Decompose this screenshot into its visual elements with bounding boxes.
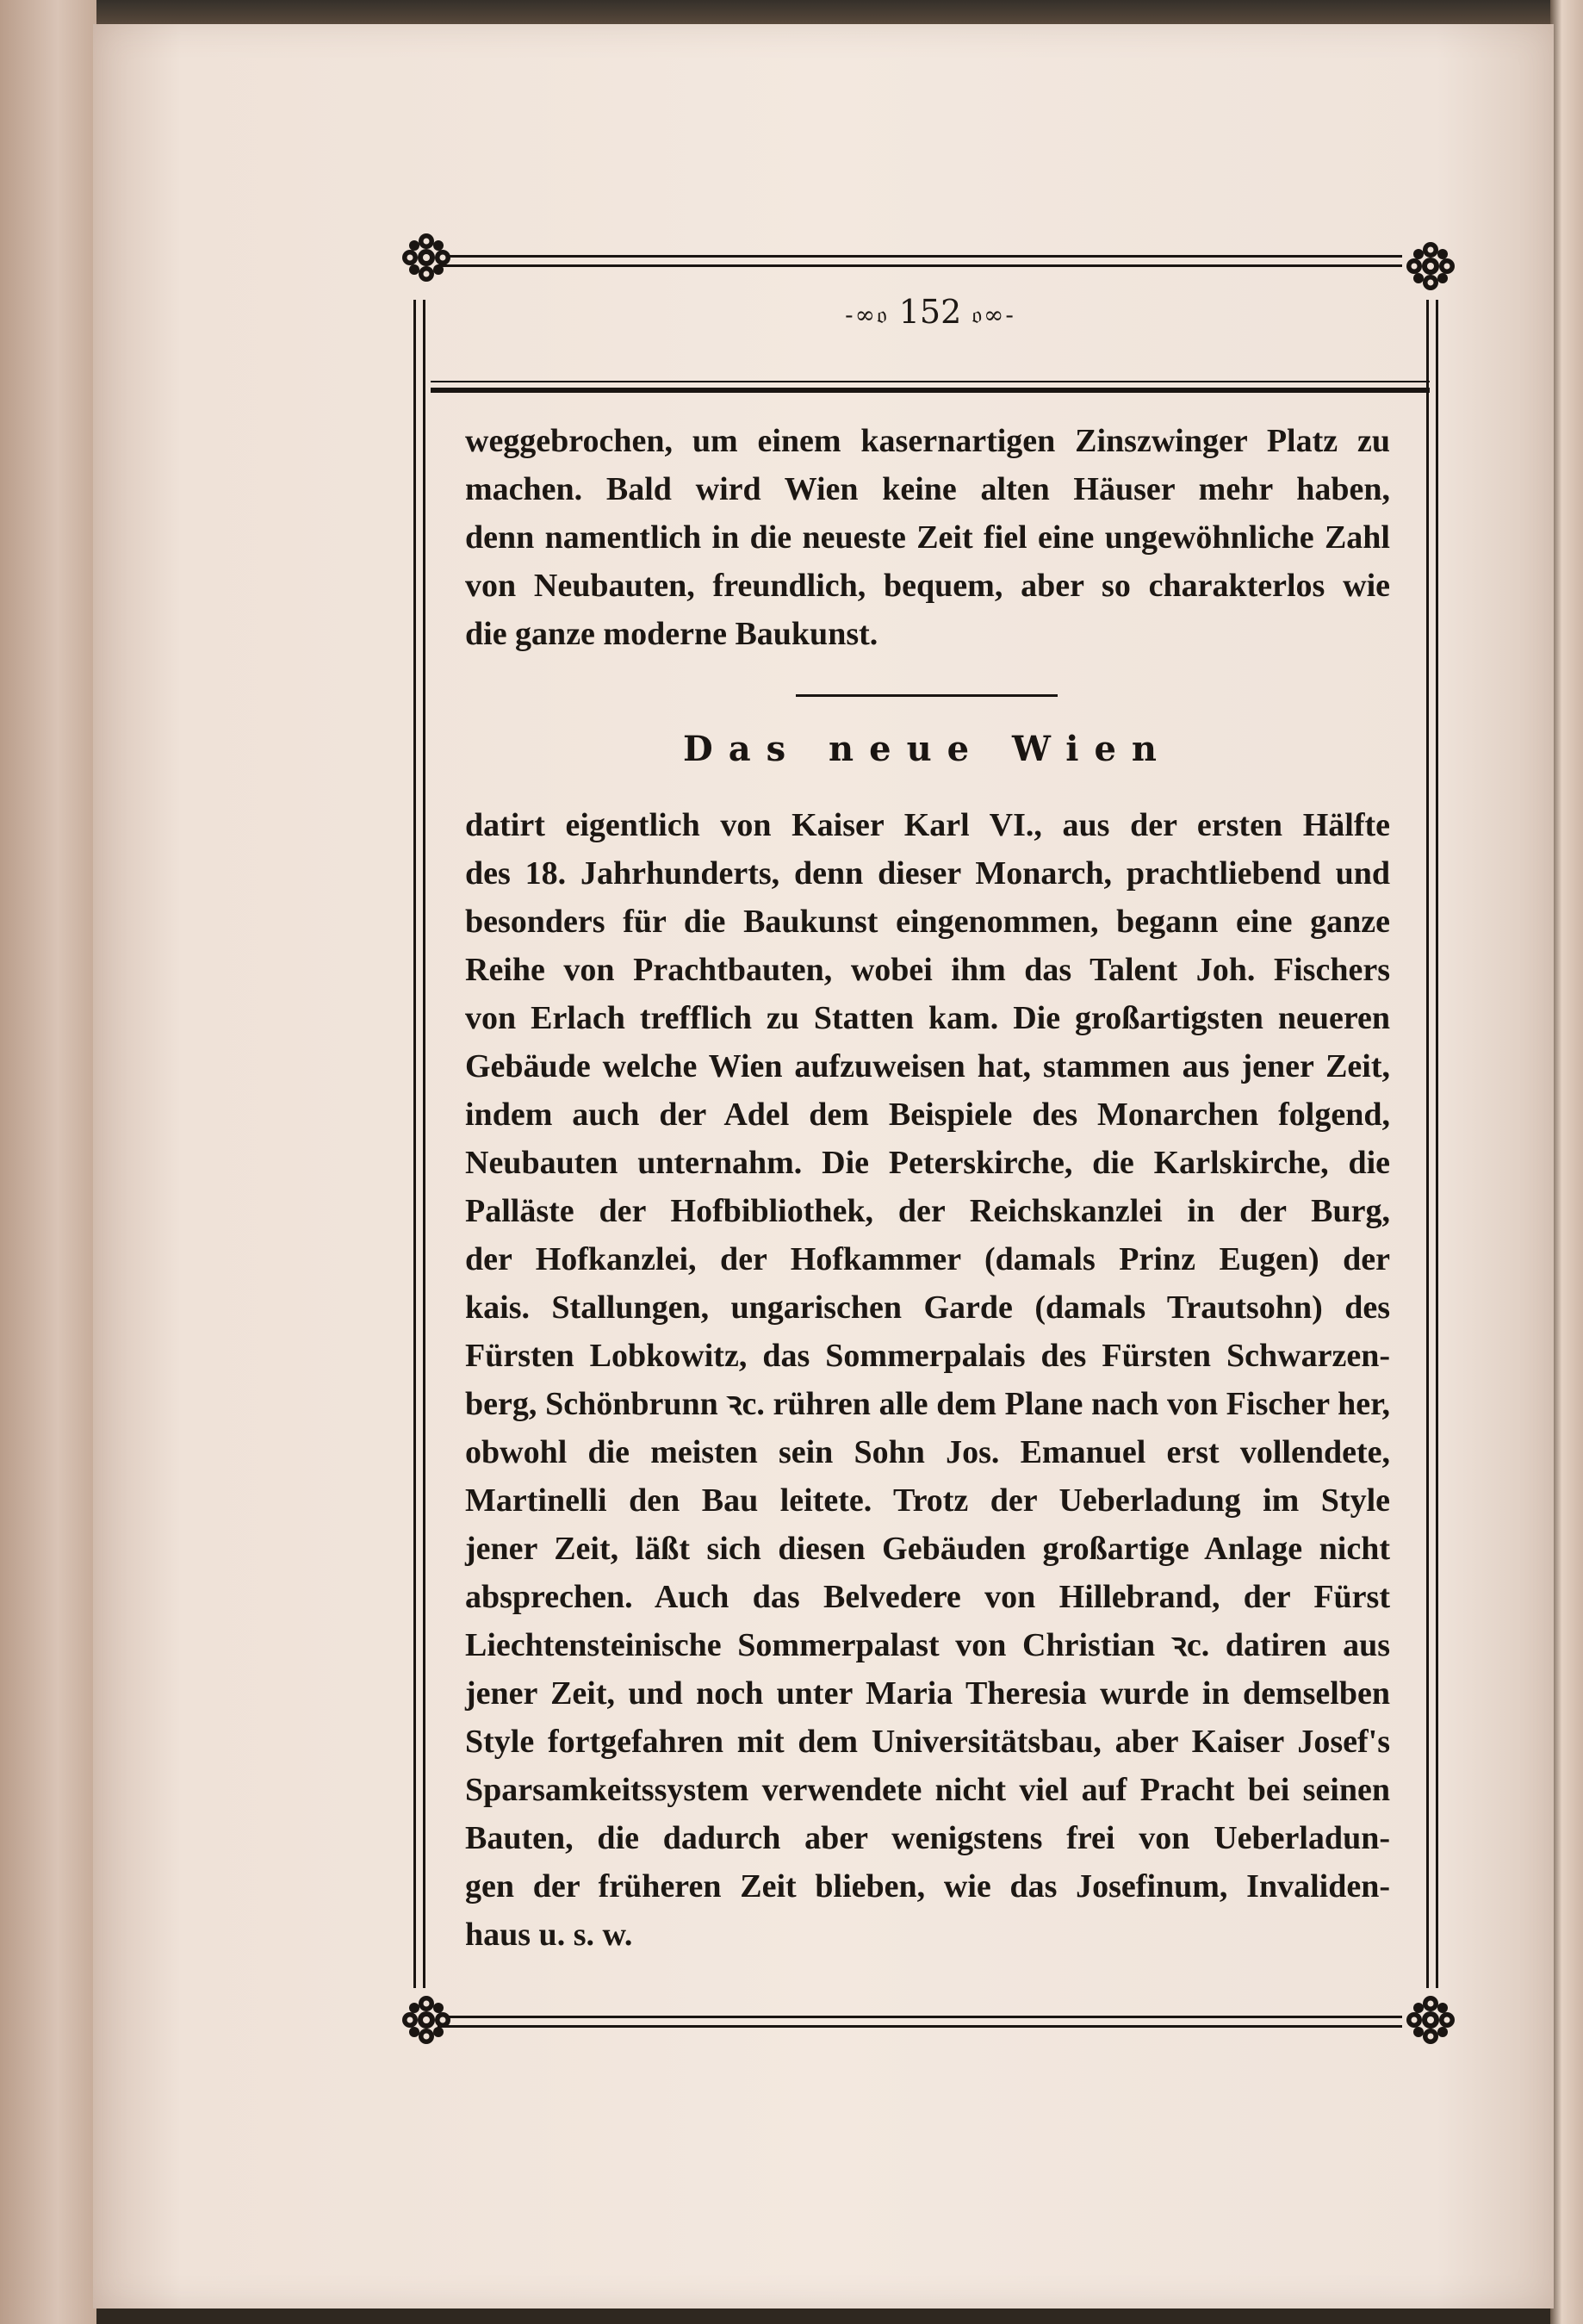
text-line: besonders für die Baukunst eingenommen, begann eine ganze xyxy=(465,904,1390,940)
text-line: Style fortgefahren mit dem Universitätsbau, aber Kaiser Josef's xyxy=(465,1724,1390,1760)
corner-rosette-icon xyxy=(1400,236,1461,296)
text-line: des 18. Jahrhunderts, denn dieser Monarch, prachtliebend und xyxy=(465,855,1390,892)
text-line: datirt eigentlich von Kaiser Karl VI., aus der ersten Hälfte xyxy=(465,807,1390,843)
text-line: Gebäude welche Wien aufzuweisen hat, stammen aus jener Zeit, xyxy=(465,1048,1390,1084)
ornament-right-icon: 𝔬∞- xyxy=(972,301,1015,329)
text-line: Liechtensteinische Sommerpalast von Christian ꝛc. datiren aus xyxy=(465,1627,1390,1663)
text-line: machen. Bald wird Wien keine alten Häuser mehr haben, xyxy=(465,471,1390,507)
section-divider xyxy=(796,694,1058,697)
continued-paragraph xyxy=(465,417,1390,658)
book-right-edge xyxy=(1550,0,1583,2324)
section-heading: Das neue Wien xyxy=(683,729,1172,769)
text-line: indem auch der Adel dem Beispiele des Monarchen folgend, xyxy=(465,1097,1390,1133)
header-double-rule xyxy=(431,381,1430,393)
ornament-left-icon: -∞𝔬 xyxy=(845,301,889,329)
text-line: Martinelli den Bau leitete. Trotz der Ueberladung im Style xyxy=(465,1482,1390,1519)
text-line: Reihe von Prachtbauten, wobei ihm das Talent Joh. Fischers xyxy=(465,952,1390,988)
text-line: kais. Stallungen, ungarischen Garde (damals Trautsohn) des xyxy=(465,1289,1390,1326)
text-line: Fürsten Lobkowitz, das Sommerpalais des Fürsten Schwarzen- xyxy=(465,1338,1390,1374)
frame-bottom-border xyxy=(438,2016,1402,2028)
corner-rosette-icon xyxy=(396,227,456,288)
page-number-header xyxy=(810,293,1051,331)
frame-right-border xyxy=(1426,300,1438,1988)
frame-left-border xyxy=(413,300,425,1988)
text-line: haus u. s. w. xyxy=(465,1917,633,1953)
text-line: jener Zeit, und noch unter Maria Theresia wurde in demselben xyxy=(465,1675,1390,1712)
page-number: 152 xyxy=(898,293,962,331)
main-paragraph xyxy=(465,801,1390,1959)
text-line: Neubauten unternahm. Die Peterskirche, die Karlskirche, die xyxy=(465,1145,1390,1181)
text-line: Bauten, die dadurch aber wenigstens frei von Ueberladun- xyxy=(465,1820,1390,1856)
text-line: absprechen. Auch das Belvedere von Hillebrand, der Fürst xyxy=(465,1579,1390,1615)
text-line: berg, Schönbrunn ꝛc. rühren alle dem Plane nach von Fischer her, xyxy=(465,1386,1390,1422)
frame-top-border xyxy=(438,255,1402,267)
text-line: obwohl die meisten sein Sohn Jos. Emanuel erst vollendete, xyxy=(465,1434,1390,1470)
text-line: der Hofkanzlei, der Hofkammer (damals Prinz Eugen) der xyxy=(465,1241,1390,1277)
scan-top-edge xyxy=(0,0,1583,26)
text-line: von Neubauten, freundlich, bequem, aber so charakterlos wie xyxy=(465,568,1390,604)
text-line: von Erlach trefflich zu Statten kam. Die großartigsten neueren xyxy=(465,1000,1390,1036)
text-line: weggebrochen, um einem kasernartigen Zinszwinger Platz zu xyxy=(465,423,1390,459)
text-line: Sparsamkeitssystem verwendete nicht viel auf Pracht bei seinen xyxy=(465,1772,1390,1808)
corner-rosette-icon xyxy=(1400,1990,1461,2050)
corner-rosette-icon xyxy=(396,1990,456,2050)
text-line: Palläste der Hofbibliothek, der Reichskanzlei in der Burg, xyxy=(465,1193,1390,1229)
text-line: die ganze moderne Baukunst. xyxy=(465,616,878,652)
text-line: gen der früheren Zeit blieben, wie das Josefinum, Invaliden- xyxy=(465,1868,1390,1905)
text-line: denn namentlich in die neueste Zeit fiel eine ungewöhnliche Zahl xyxy=(465,519,1390,556)
text-line: jener Zeit, läßt sich diesen Gebäuden großartige Anlage nicht xyxy=(465,1531,1390,1567)
facing-page-edge xyxy=(0,0,96,2324)
